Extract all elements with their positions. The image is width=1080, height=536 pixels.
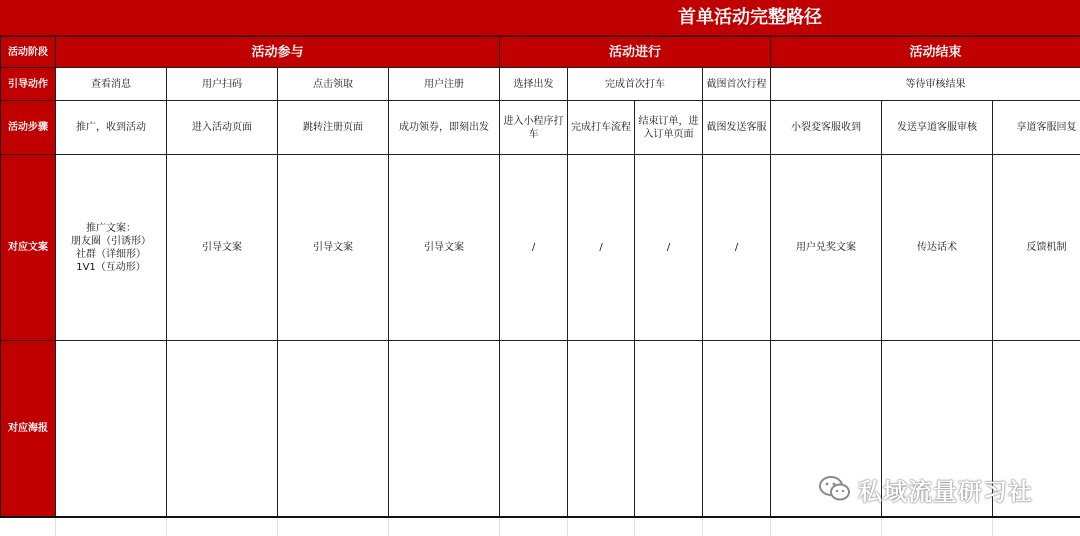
stage-end: 活动结束 — [771, 37, 1080, 68]
stage-in-progress: 活动进行 — [500, 37, 771, 68]
copy-cell: / — [635, 155, 703, 341]
guide-action-label: 引导动作 — [1, 68, 56, 101]
poster-cell — [568, 341, 635, 517]
copy-label: 对应文案 — [1, 155, 56, 341]
copy-cell: 传达话术 — [882, 155, 993, 341]
step-cell: 结束订单，进入订单页面 — [635, 101, 703, 155]
action-await-review: 等待审核结果 — [771, 68, 1080, 101]
copy-cell: 引导文案 — [389, 155, 500, 341]
watermark-text: 私域流量研习社 — [858, 477, 1033, 506]
copy-cell: 引导文案 — [278, 155, 389, 341]
poster-cell — [635, 341, 703, 517]
action-register: 用户注册 — [389, 68, 500, 101]
action-view-message: 查看消息 — [56, 68, 167, 101]
wechat-icon — [818, 475, 852, 503]
copy-cell: / — [703, 155, 771, 341]
step-cell: 成功领券，即刻出发 — [389, 101, 500, 155]
poster-cell — [56, 341, 167, 517]
step-cell: 跳转注册页面 — [278, 101, 389, 155]
steps-row — [1, 101, 1080, 155]
action-scan-code: 用户扫码 — [167, 68, 278, 101]
poster-cell — [500, 341, 568, 517]
action-first-ride: 完成首次打车 — [568, 68, 703, 101]
copy-cell: / — [568, 155, 635, 341]
copy-cell: 反馈机制 — [993, 155, 1080, 341]
poster-label: 对应海报 — [1, 341, 56, 517]
copy-cell: 推广文案： 朋友圈（引诱形） 社群（详细形） 1V1（互动形） — [56, 155, 167, 341]
poster-cell — [703, 341, 771, 517]
watermark — [818, 473, 1058, 505]
copy-cell: / — [500, 155, 568, 341]
step-cell: 完成打车流程 — [568, 101, 635, 155]
page-title: 首单活动完整路径 — [678, 7, 822, 28]
copy-cell: 用户兑奖文案 — [771, 155, 882, 341]
step-cell: 截图发送客服 — [703, 101, 771, 155]
activity-path-table — [0, 36, 1080, 517]
copy-row — [1, 155, 1080, 341]
stage-label: 活动阶段 — [1, 37, 56, 68]
poster-cell — [278, 341, 389, 517]
poster-cell — [167, 341, 278, 517]
steps-label: 活动步骤 — [1, 101, 56, 155]
action-click-claim: 点击领取 — [278, 68, 389, 101]
stage-row — [1, 37, 1080, 68]
copy-cell: 引导文案 — [167, 155, 278, 341]
step-cell: 享道客服回复 — [993, 101, 1080, 155]
guide-action-row — [1, 68, 1080, 101]
step-cell: 进入小程序打车 — [500, 101, 568, 155]
sheet-grid-remainder — [0, 518, 1080, 536]
step-cell: 进入活动页面 — [167, 101, 278, 155]
action-screenshot-trip: 截图首次行程 — [703, 68, 771, 101]
stage-participate: 活动参与 — [56, 37, 500, 68]
action-choose-depart: 选择出发 — [500, 68, 568, 101]
poster-cell — [389, 341, 500, 517]
step-cell: 发送享道客服审核 — [882, 101, 993, 155]
step-cell: 推广，收到活动 — [56, 101, 167, 155]
step-cell: 小裂変客服收到 — [771, 101, 882, 155]
title-bar — [0, 0, 1080, 36]
